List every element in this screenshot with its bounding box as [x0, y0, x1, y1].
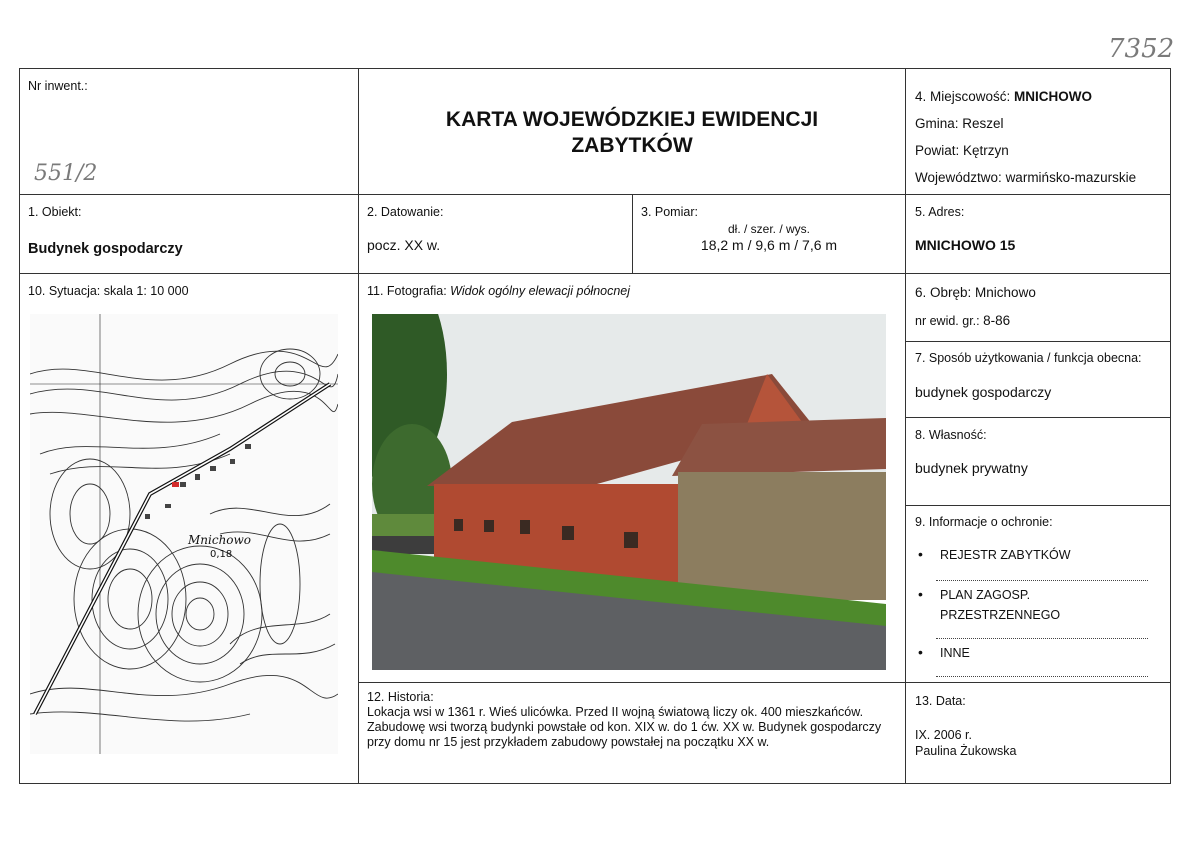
- dotted-line-3: [936, 676, 1148, 677]
- miejscowosc-value: MNICHOWO: [1014, 89, 1093, 104]
- bullet-2: •: [918, 586, 923, 602]
- pomiar-units: dł. / szer. / wys.: [727, 222, 811, 236]
- building-photo: [372, 314, 886, 670]
- powiat-label: Powiat:: [915, 143, 960, 158]
- adres-cell: [905, 194, 1171, 274]
- data-date: IX. 2006 r.: [915, 728, 972, 742]
- datowanie-label: 2. Datowanie:: [367, 205, 444, 219]
- ochrona-item-inne: INNE: [940, 646, 970, 660]
- sytuacja-label: 10. Sytuacja: skala 1: 10 000: [28, 284, 189, 298]
- situation-map: [30, 314, 338, 754]
- fotografia-cell: [358, 273, 906, 683]
- bullet-3: •: [918, 644, 923, 660]
- pomiar-label: 3. Pomiar:: [641, 205, 698, 219]
- bullet-1: •: [918, 546, 923, 562]
- obiekt-value: Budynek gospodarczy: [28, 241, 183, 257]
- gmina-value: Reszel: [962, 116, 1004, 131]
- wlasnosc-value: budynek prywatny: [915, 460, 1028, 476]
- title-cell: [358, 68, 906, 195]
- ochrona-item-plan: PLAN ZAGOSP. PRZESTRZENNEGO: [940, 588, 1061, 622]
- handwritten-catalog-number: 7352: [1108, 34, 1175, 64]
- obreb-label: 6. Obręb:: [915, 285, 972, 300]
- map-place-label: Mnichowo: [188, 533, 252, 547]
- fotografia-caption: Widok ogólny elewacji północnej: [450, 284, 631, 298]
- ewid-row: [915, 313, 1010, 328]
- wojewodztwo-row: [915, 170, 1136, 185]
- dotted-line-1: [936, 580, 1148, 581]
- adres-value: MNICHOWO 15: [915, 237, 1016, 253]
- wlasnosc-label: 8. Własność:: [915, 428, 987, 442]
- historia-text: Lokacja wsi w 1361 r. Wieś ulicówka. Przed II wojną światową liczy ok. 400 mieszkańców. Zabudowę wsi tworzą budynki powstałe od kon. XIX w. do 1 ćw. XX w. Budynek gospodarczy przy domu nr 15 jest przykładem zabudowy powstałej na początku XX w.: [367, 705, 882, 749]
- powiat-value: Kętrzyn: [963, 143, 1009, 158]
- sposob-value: budynek gospodarczy: [915, 384, 1052, 400]
- sposob-cell: [905, 341, 1171, 418]
- powiat-row: [915, 143, 1009, 158]
- sposob-label: 7. Sposób użytkowania / funkcja obecna:: [915, 351, 1142, 365]
- obiekt-cell: [19, 194, 359, 274]
- page-title: [359, 107, 905, 159]
- topographic-map-image: [30, 314, 338, 754]
- gmina-row: [915, 116, 1004, 131]
- title-line-2: ZABYTKÓW: [571, 134, 693, 157]
- miejscowosc-label: 4. Miejscowość:: [915, 89, 1011, 104]
- ochrona-cell: [905, 505, 1171, 683]
- dotted-line-2: [936, 638, 1148, 639]
- ewid-value: 8-86: [983, 313, 1011, 328]
- pomiar-value: 18,2 m / 9,6 m / 7,6 m: [700, 237, 838, 253]
- pomiar-cell: [632, 194, 906, 274]
- gmina-label: Gmina:: [915, 116, 959, 131]
- wlasnosc-cell: [905, 417, 1171, 506]
- obreb-row: [915, 285, 1036, 300]
- inventory-label: Nr inwent.:: [28, 79, 88, 93]
- data-cell: [905, 682, 1171, 784]
- obiekt-label: 1. Obiekt:: [28, 205, 82, 219]
- fotografia-label-row: [367, 284, 630, 298]
- sytuacja-cell: [19, 273, 359, 784]
- barn-photo-image: [372, 314, 886, 670]
- handwritten-inventory-number: 551/2: [34, 161, 98, 186]
- datowanie-value: pocz. XX w.: [367, 237, 441, 253]
- data-label: 13. Data:: [915, 694, 966, 708]
- obreb-value: Mnichowo: [975, 285, 1036, 300]
- ochrona-label: 9. Informacje o ochronie:: [915, 515, 1053, 529]
- title-line-1: KARTA WOJEWÓDZKIEJ EWIDENCJI: [445, 108, 819, 131]
- inventory-cell: [19, 68, 359, 195]
- historia-label: 12. Historia:: [367, 690, 434, 704]
- fotografia-label: 11. Fotografia:: [367, 284, 447, 298]
- adres-label: 5. Adres:: [915, 205, 965, 219]
- location-cell: [905, 68, 1171, 195]
- wojewodztwo-value: warmińsko-mazurskie: [1005, 170, 1137, 185]
- map-number-label: 0,18: [210, 549, 233, 560]
- data-author: Paulina Żukowska: [915, 744, 1017, 758]
- ewid-label: nr ewid. gr.:: [915, 314, 980, 328]
- miejscowosc-row: [915, 89, 1092, 104]
- datowanie-cell: [358, 194, 633, 274]
- wojewodztwo-label: Województwo:: [915, 170, 1002, 185]
- obreb-cell: [905, 273, 1171, 342]
- ochrona-item-rejestr: REJESTR ZABYTKÓW: [940, 548, 1071, 562]
- historia-cell: [358, 682, 906, 784]
